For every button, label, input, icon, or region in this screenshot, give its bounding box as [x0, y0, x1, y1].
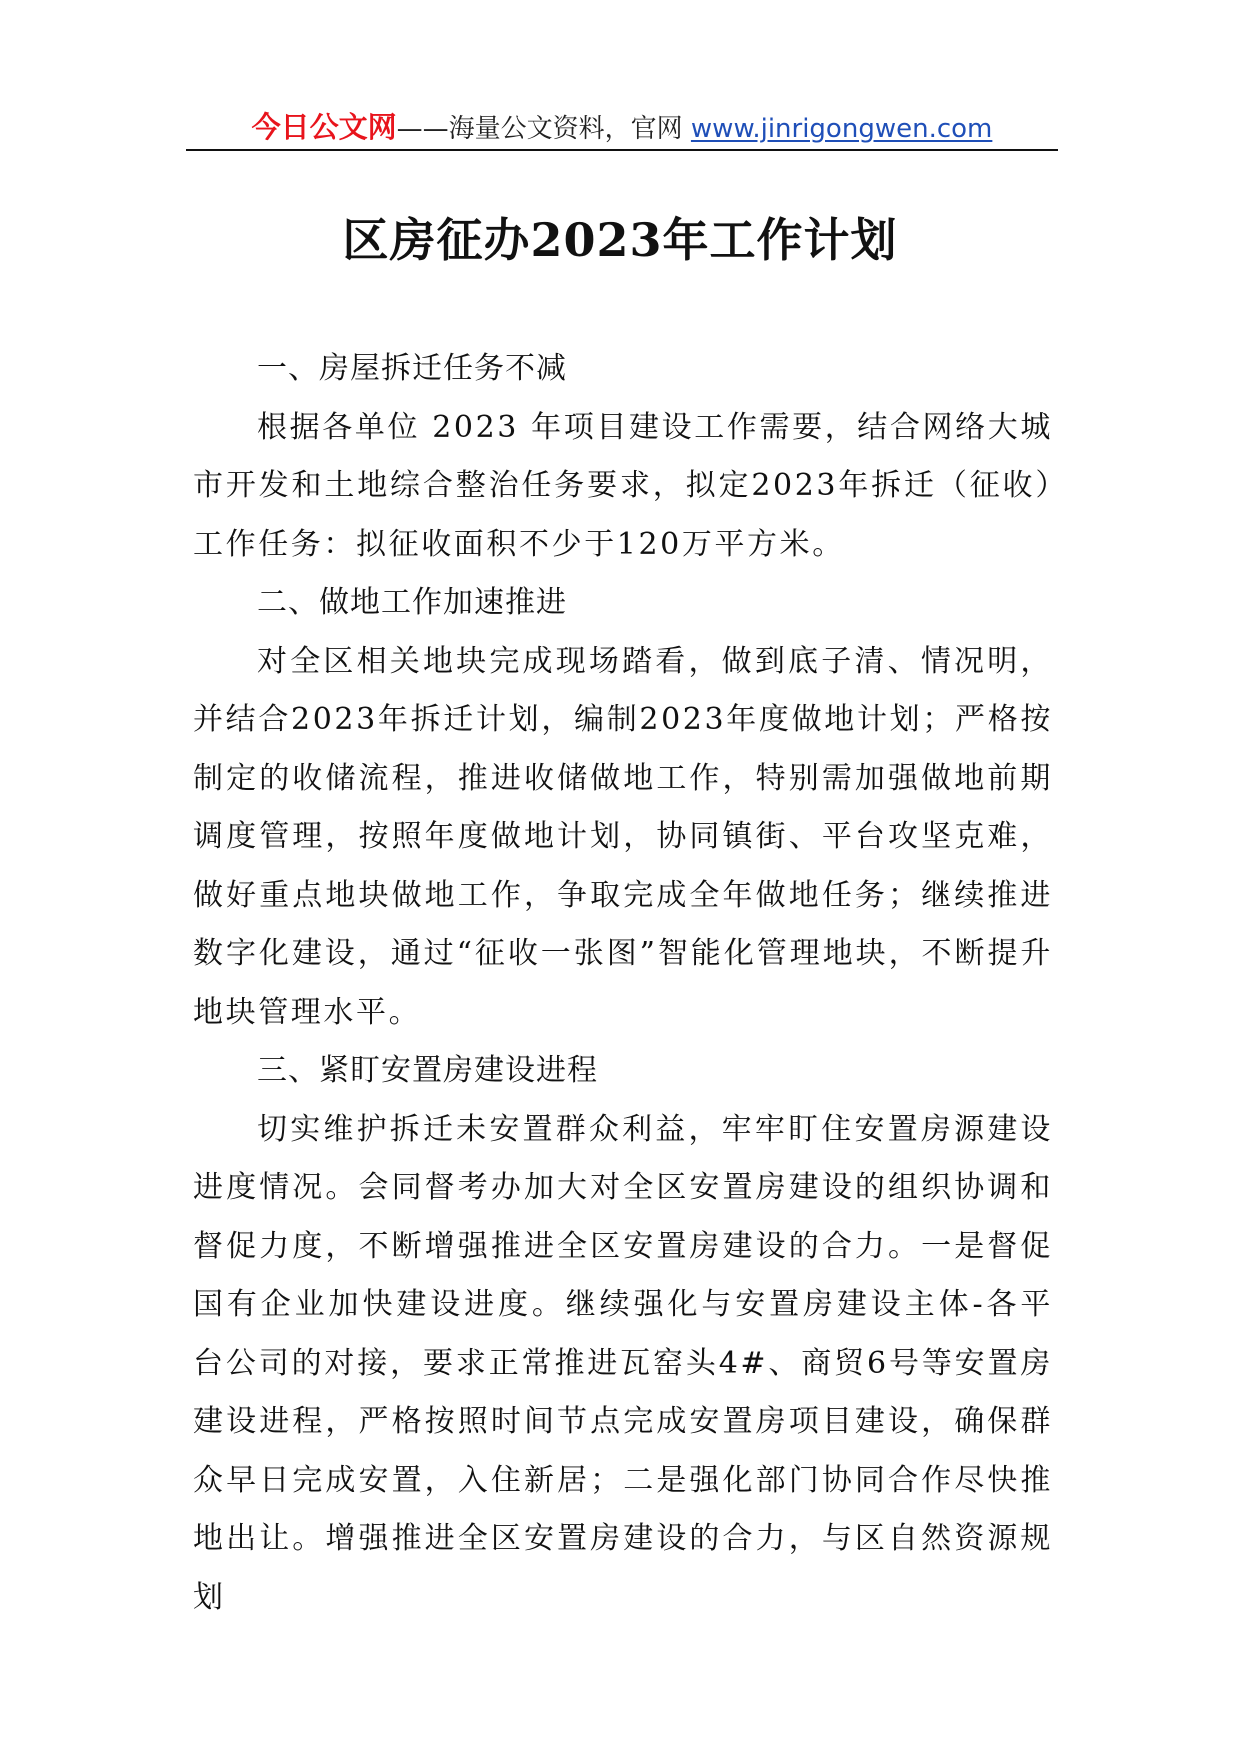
section-paragraph-2: 对全区相关地块完成现场踏看，做到底子清、情况明，并结合2023年拆迁计划，编制2023年度做地计划；严格按制定的收储流程，推进收储做地工作，特别需加强做地前期调度管理，按照年度做地计划，协同镇街、平台攻坚克难，做好重点地块做地工作，争取完成全年做地任务；继续推进数字化建设，通过“征收一张图”智能化管理地块，不断提升地块管理水平。	[193, 643, 1053, 1030]
header-tagline: 海量公文资料，官网	[448, 113, 691, 144]
section-paragraph-1: 根据各单位 2023 年项目建设工作需要，结合网络大城市开发和土地综合整治任务要求，拟定2023年拆迁（征收）工作任务：拟征收面积不少于120万平方米。	[193, 409, 1053, 562]
header-dash: ——	[396, 113, 449, 144]
section-heading-3: 三、紧盯安置房建设进程	[257, 1053, 598, 1088]
brand-name: 今日公文网	[251, 109, 397, 144]
section-heading-1: 一、房屋拆迁任务不减	[257, 351, 567, 386]
brand-line	[252, 110, 993, 145]
document-title: 区房征办2023年工作计划	[342, 213, 898, 267]
page-header	[186, 103, 1058, 151]
document-body	[193, 340, 1053, 1627]
section-paragraph-3: 切实维护拆迁未安置群众利益，牢牢盯住安置房源建设进度情况。会同督考办加大对全区安置房建设的组织协调和督促力度，不断增强推进全区安置房建设的合力。一是督促国有企业加快建设进度。继续强化与安置房建设主体-各平台公司的对接，要求正常推进瓦窑头4#、商贸6号等安置房建设进程，严格按照时间节点完成安置房项目建设，确保群众早日完成安置，入住新居；二是强化部门协同合作尽快推地出让。增强推进全区安置房建设的合力，与区自然资源规划	[193, 1111, 1053, 1615]
section-heading-2: 二、做地工作加速推进	[257, 585, 567, 620]
website-link[interactable]: www.jinrigongwen.com	[690, 113, 993, 144]
